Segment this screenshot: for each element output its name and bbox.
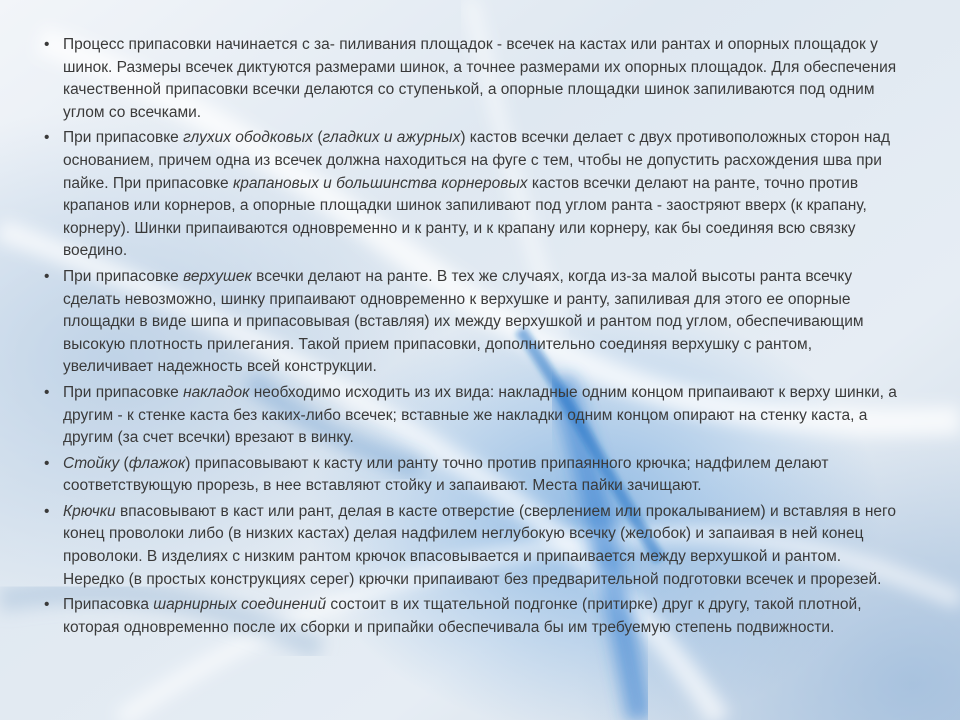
bullet-text: Припасовка	[63, 596, 154, 614]
bullet-item	[40, 34, 900, 124]
bullet-text: ) припасовывают к касту или ранту точно против припаянного крючка; надфилем делают соответствующую прорезь, в нее вставляют стойку и запаивают. Места пайки зачищают.	[63, 454, 829, 495]
bullet-text: всечки делают на ранте. В тех же случаях, когда из-за малой высоты ранта всечку сделать невозможно, шинку припаивают одновременно к верхушке и ранту, запиливая для этого ее опорные площадки в виде шипа и припасовывая (вставляя) их между верхушкой и рантом под углом, обеспечивающим высокую плотность прилегания. Такой прием припасовки, дополнительно соединяя верхушку с рантом, увеличивает надежность всей конструкции.	[63, 267, 864, 376]
bullet-text: При припасовке	[63, 267, 184, 285]
bullet-text-italic: шарнирных соединений	[153, 596, 327, 614]
bullet-text: впасовывают в каст или рант, делая в касте отверстие (сверлением или прокалыванием) и вставляя в него конец проволоки либо (в низких кастах) делая надфилем неглубокую всечку (желобок) и запаивая в ней конец проволоки. В изделиях с низким рантом крючок впасовывается и припаивается между верхушкой и рантом. Нередко (в простых конструкциях серег) крючки припаивают без предварительной подготовки всечек и прорезей.	[63, 502, 896, 588]
bullet-item	[40, 382, 900, 450]
bullet-text: необходимо исходить из их вида: накладные одним концом припаивают к верху шинки, а другим - к стенке каста без каких-либо всечек; вставные же накладки одним концом опирают на стенку каста, а другим (за счет всечки) врезают в винку.	[63, 383, 897, 447]
bullet-text: (	[119, 454, 129, 472]
bullet-text-italic: Крючки	[63, 502, 116, 520]
bullet-item	[40, 594, 900, 639]
bullet-text: ) кастов всечки делает с двух противоположных сторон над основанием, причем одна из всечек должна находиться на фуге с тем, чтобы не допустить расхождения шва при пайке. При припасовке	[63, 129, 891, 192]
bullet-text-italic: верхушек	[183, 267, 252, 285]
bullet-item	[40, 127, 900, 263]
bullet-list	[40, 34, 900, 642]
bullet-text: кастов всечки делают на ранте, точно против крапанов или корнеров, а опорные площадки шинок запиливают под углом ранта - заостряют вверх (к крапану, корнеру). Шинки припаиваются одновременно и к ранту, и к крапану или корнеру, как бы соединяя всю связку воедино.	[63, 174, 867, 260]
bullet-text: (	[313, 129, 323, 147]
bullet-item	[40, 501, 900, 591]
bullet-text-italic: гладких и ажурных	[322, 129, 461, 147]
bullet-text-italic: глухих ободковых	[183, 129, 314, 147]
bullet-text: При припасовке	[63, 129, 184, 147]
bullet-text-italic: накладок	[183, 383, 250, 401]
bullet-text-italic: флажок	[128, 454, 186, 472]
bullet-text: состоит в их тщательной подгонке (притирке) друг к другу, такой плотной, которая одновременно после их сборки и припайки обеспечивала бы им требуемую степень подвижности.	[63, 596, 862, 636]
bullet-text: При припасовке	[63, 383, 184, 401]
bullet-text-italic: Стойку	[63, 454, 120, 472]
bullet-item	[40, 453, 900, 498]
bullet-text: Процесс припасовки начинается с за- пиливания площадок - всечек на кастах или рантах и опорных площадок у шинок. Размеры всечек диктуются размерами шинок, а точнее размерами их опорных площадок. Для обеспечения качественной припасовки всечки делаются со ступенькой, а опорные площадки шинок запиливаются под одним углом со всечками.	[63, 36, 897, 121]
bullet-item	[40, 266, 900, 379]
bullet-text-italic: крапановых и большинства корнеровых	[232, 174, 528, 192]
